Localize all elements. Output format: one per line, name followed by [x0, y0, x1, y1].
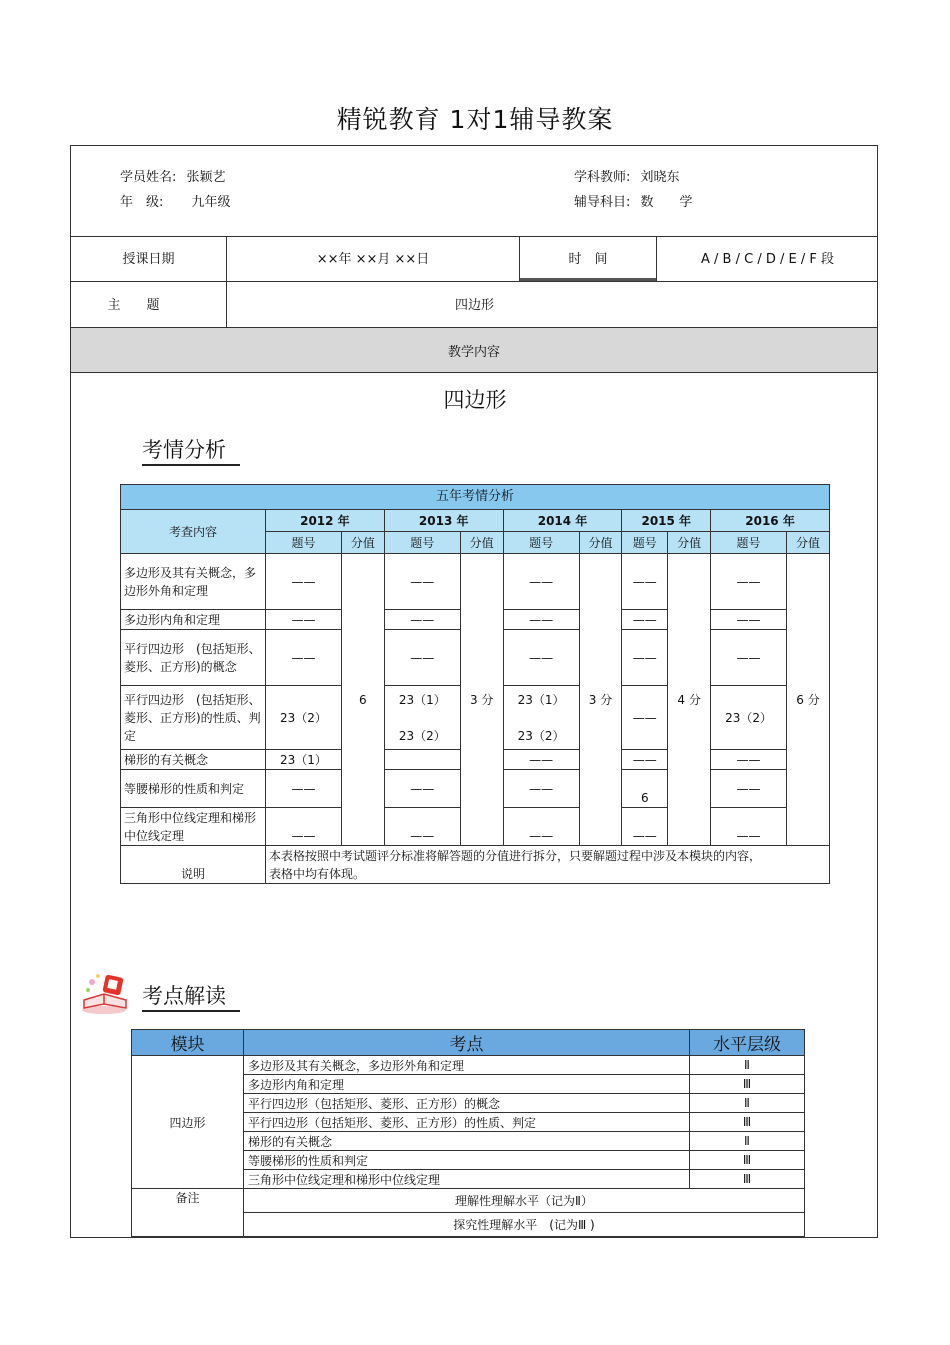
table-row: [132, 1056, 805, 1075]
question-cell: ——: [503, 610, 579, 630]
date-label: 授课日期: [122, 252, 175, 267]
question-cell: ——: [622, 750, 668, 770]
point-cell: 平行四边形（包括矩形、菱形、正方形）的性质、判定: [244, 1113, 690, 1132]
question-cell: ——: [266, 808, 342, 846]
points-table: [131, 1029, 805, 1237]
divider: [70, 236, 878, 237]
row-topic: 多边形内角和定理: [121, 610, 266, 630]
date-value: ××年 ××月 ××日: [316, 252, 430, 267]
point-cell: 多边形内角和定理: [244, 1075, 690, 1094]
question-cell: ——: [622, 686, 668, 750]
content-label: 教学内容: [447, 345, 500, 360]
question-cell: ——: [384, 610, 460, 630]
level-cell: Ⅱ: [690, 1094, 805, 1113]
year-header: 2015 年: [622, 510, 711, 532]
row-topic: 等腰梯形的性质和判定: [121, 770, 266, 808]
divider: [520, 278, 656, 281]
teacher-name: 刘晓东: [640, 170, 680, 185]
question-cell: ——: [384, 770, 460, 808]
question-cell: ——: [503, 808, 579, 846]
question-cell: ——: [711, 630, 787, 686]
note-text: 探究性理解水平 (记为Ⅲ ): [244, 1213, 805, 1237]
question-cell: ——: [711, 808, 787, 846]
question-cell: ——: [622, 808, 668, 846]
student-name-row: [120, 166, 226, 185]
level-cell: Ⅲ: [690, 1170, 805, 1189]
question-cell: ——: [622, 610, 668, 630]
sub-header-s: 分值: [579, 532, 622, 554]
module-cell: 四边形: [132, 1056, 244, 1189]
question-cell: ——: [266, 770, 342, 808]
sub-header-q: 题号: [622, 532, 668, 554]
question-cell: 23（2）: [266, 686, 342, 750]
teacher-label: 学科教师:: [574, 170, 631, 185]
topic-value: 四边形: [454, 298, 494, 313]
table-row: [121, 554, 830, 610]
question-cell: ——: [384, 808, 460, 846]
analysis-table: [120, 484, 830, 884]
score-cell: 3 分: [579, 554, 622, 846]
point-cell: 梯形的有关概念: [244, 1132, 690, 1151]
sub-header-s: 分值: [341, 532, 384, 554]
subject-label: 辅导科目:: [574, 195, 631, 210]
point-cell: 等腰梯形的性质和判定: [244, 1151, 690, 1170]
analysis-table-title: 五年考情分析: [121, 485, 830, 510]
sub-header-q: 题号: [266, 532, 342, 554]
question-cell: 23（2）: [711, 686, 787, 750]
note-label: 备注: [132, 1189, 244, 1237]
time-label: 时 间: [568, 252, 608, 267]
grade-label: 年 级:: [120, 195, 164, 210]
question-cell: ——: [622, 554, 668, 610]
year-header: 2012 年: [266, 510, 385, 532]
question-cell: 6: [622, 770, 668, 808]
level-cell: Ⅲ: [690, 1113, 805, 1132]
score-cell: 6: [341, 554, 384, 846]
year-header: 2013 年: [384, 510, 503, 532]
sub-header-q: 题号: [503, 532, 579, 554]
year-header: 2016 年: [711, 510, 830, 532]
question-cell: ——: [384, 554, 460, 610]
topic-label: 主 题: [107, 298, 160, 313]
sub-header-s: 分值: [668, 532, 711, 554]
note-text: 本表格按照中考试题评分标准将解答题的分值进行拆分，只要解题过程中涉及本模块的内容，表格中均有体现。: [266, 846, 830, 884]
content-heading: 四边形: [443, 388, 507, 412]
sub-header-q: 题号: [711, 532, 787, 554]
col-content-header: 考查内容: [121, 510, 266, 554]
note-row: [132, 1189, 805, 1213]
question-cell: ——: [266, 610, 342, 630]
point-cell: 多边形及其有关概念，多边形外角和定理: [244, 1056, 690, 1075]
sub-header-s: 分值: [460, 532, 503, 554]
row-topic: 多边形及其有关概念，多边形外角和定理: [121, 554, 266, 610]
row-topic: 平行四边形 (包括矩形、菱形、正方形)的性质、判定: [121, 686, 266, 750]
score-cell: 4 分: [668, 554, 711, 846]
point-cell: 平行四边形（包括矩形、菱形、正方形）的概念: [244, 1094, 690, 1113]
sub-header-s: 分值: [786, 532, 829, 554]
question-cell: 23（1） 23（2）: [503, 686, 579, 750]
grade-value: 九年级: [191, 195, 231, 210]
question-cell: [384, 750, 460, 770]
subject-row: [574, 191, 693, 210]
score-cell: 3 分: [460, 554, 503, 846]
student-label: 学员姓名:: [120, 170, 177, 185]
question-cell: 23（1）: [266, 750, 342, 770]
book-icon: [80, 970, 132, 1016]
question-cell: ——: [266, 554, 342, 610]
question-cell: ——: [503, 750, 579, 770]
level-cell: Ⅲ: [690, 1151, 805, 1170]
divider: [70, 372, 878, 373]
sub-header-q: 题号: [384, 532, 460, 554]
point-cell: 三角形中位线定理和梯形中位线定理: [244, 1170, 690, 1189]
year-header: 2014 年: [503, 510, 622, 532]
question-cell: 23（1） 23（2）: [384, 686, 460, 750]
question-cell: ——: [711, 610, 787, 630]
grade-row: [120, 191, 231, 210]
divider: [70, 281, 878, 282]
points-header-point: 考点: [244, 1030, 690, 1056]
note-label: 说明: [121, 846, 266, 884]
note-text: 理解性理解水平（记为Ⅱ）: [244, 1189, 805, 1213]
row-topic: 梯形的有关概念: [121, 750, 266, 770]
points-header-level: 水平层级: [690, 1030, 805, 1056]
question-cell: ——: [503, 554, 579, 610]
question-cell: ——: [711, 750, 787, 770]
level-cell: Ⅱ: [690, 1132, 805, 1151]
question-cell: ——: [384, 630, 460, 686]
question-cell: ——: [711, 770, 787, 808]
teacher-row: [574, 166, 680, 185]
question-cell: ——: [266, 630, 342, 686]
student-name: 张颖艺: [186, 170, 226, 185]
question-cell: ——: [622, 630, 668, 686]
question-cell: ——: [503, 630, 579, 686]
row-topic: 三角形中位线定理和梯形中位线定理: [121, 808, 266, 846]
section-analysis-title: 考情分析: [142, 434, 240, 466]
time-value: A / B / C / D / E / F 段: [701, 252, 834, 267]
question-cell: ——: [503, 770, 579, 808]
section-points-title: 考点解读: [142, 980, 240, 1012]
level-cell: Ⅱ: [690, 1056, 805, 1075]
row-topic: 平行四边形 (包括矩形、菱形、正方形)的概念: [121, 630, 266, 686]
points-header-module: 模块: [132, 1030, 244, 1056]
page-title: 精锐教育 1对1辅导教案: [336, 105, 614, 134]
level-cell: Ⅲ: [690, 1075, 805, 1094]
score-cell: 6 分: [786, 554, 829, 846]
subject-value: 数 学: [640, 195, 693, 210]
question-cell: ——: [711, 554, 787, 610]
